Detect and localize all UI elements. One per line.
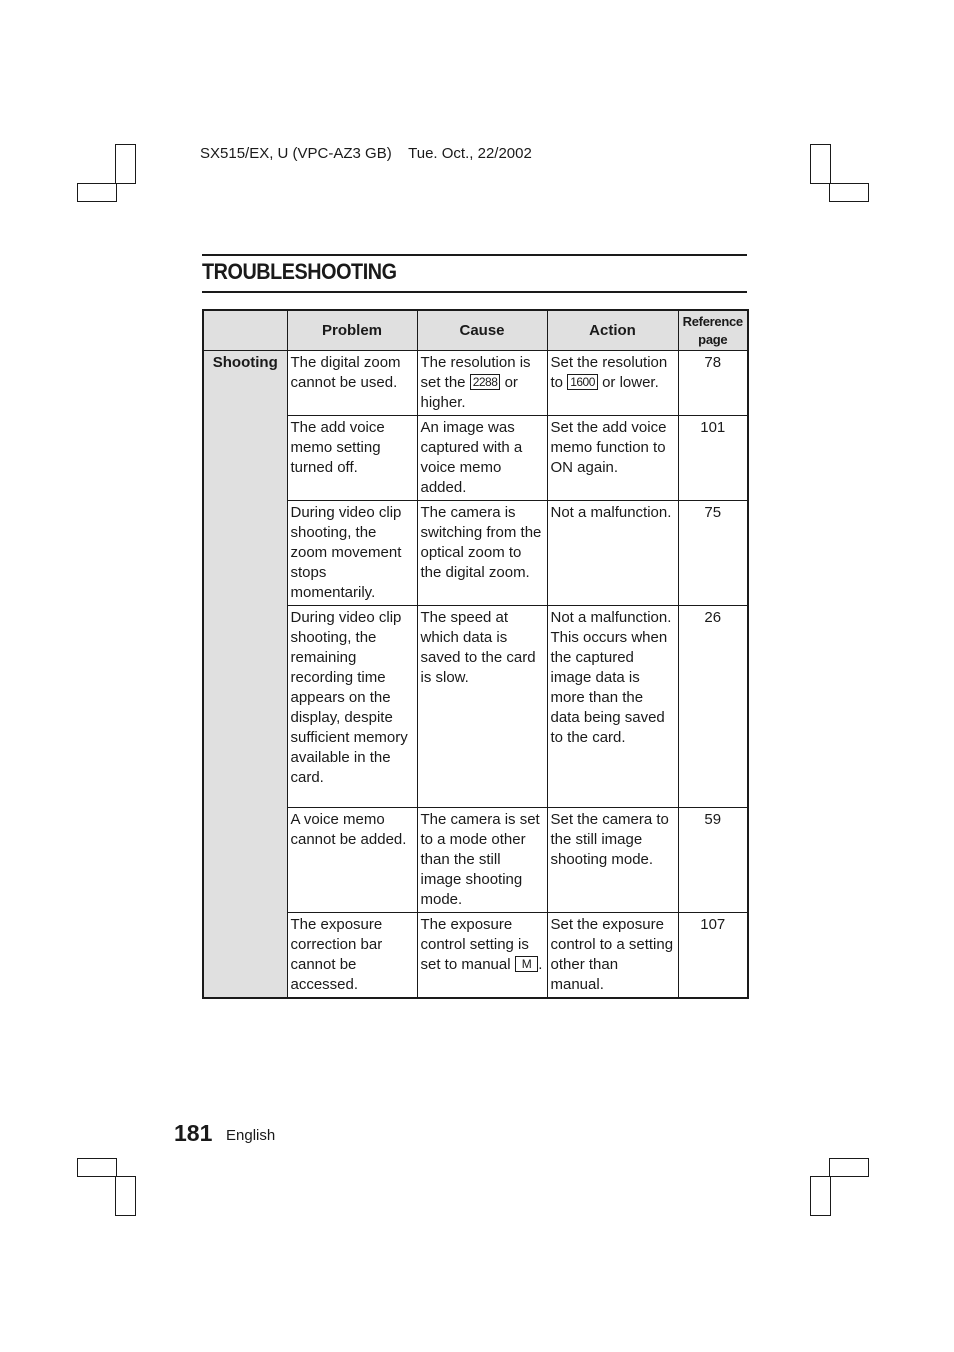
footer-language: English <box>226 1127 276 1144</box>
resolution-2288-icon: 2288 <box>470 374 501 390</box>
page-title: TROUBLESHOOTING <box>202 259 397 284</box>
reference-page-cell: 78 <box>678 351 748 416</box>
resolution-1600-icon: 1600 <box>567 374 598 390</box>
cause-text: or higher. <box>420 374 518 411</box>
cause-cell <box>417 913 547 999</box>
action-cell: Not a malfunction. This occurs when the captured image data is more than the data being saved to the card. <box>547 606 678 808</box>
title-rule-top <box>202 254 747 256</box>
problem-cell: The add voice memo setting turned off. <box>287 416 417 501</box>
header-category <box>203 310 287 351</box>
troubleshooting-table <box>202 309 749 999</box>
header-model: SX515/EX, U (VPC-AZ3 GB) <box>200 145 392 162</box>
crop-mark-bottom-right-horizontal <box>829 1158 869 1177</box>
crop-mark-bottom-left-vertical <box>115 1176 136 1216</box>
header-reference-page <box>678 310 748 351</box>
cause-text: The exposure control setting is set to manual <box>420 916 529 973</box>
cause-cell: An image was captured with a voice memo added. <box>417 416 547 501</box>
title-rule-bottom <box>202 291 747 293</box>
cause-text: The resolution is set the <box>420 354 531 391</box>
header-problem: Problem <box>287 310 417 351</box>
reference-page-cell: 26 <box>678 606 748 808</box>
table-row <box>203 351 748 416</box>
reference-page-cell: 107 <box>678 913 748 999</box>
action-text: or lower. <box>602 374 659 391</box>
category-cell: Shooting <box>203 351 287 999</box>
header-action: Action <box>547 310 678 351</box>
crop-mark-top-left-vertical <box>115 144 136 184</box>
cause-text: . <box>538 956 543 973</box>
problem-cell: During video clip shooting, the zoom movement stops momentarily. <box>287 501 417 606</box>
action-cell: Not a malfunction. <box>547 501 678 606</box>
crop-mark-bottom-left-horizontal <box>77 1158 117 1177</box>
crop-mark-top-left-horizontal <box>77 183 117 202</box>
cause-cell: The camera is switching from the optical zoom to the digital zoom. <box>417 501 547 606</box>
action-cell: Set the exposure control to a setting other than manual. <box>547 913 678 999</box>
action-cell: Set the camera to the still image shooting mode. <box>547 808 678 913</box>
print-header <box>200 145 532 162</box>
crop-mark-top-right-horizontal <box>829 183 869 202</box>
cause-cell <box>417 351 547 416</box>
action-cell <box>547 351 678 416</box>
reference-page-cell: 101 <box>678 416 748 501</box>
problem-cell: During video clip shooting, the remaining recording time appears on the display, despite sufficient memory available in the card. <box>287 606 417 808</box>
problem-cell: The digital zoom cannot be used. <box>287 351 417 416</box>
cause-cell: The camera is set to a mode other than the still image shooting mode. <box>417 808 547 913</box>
header-cause: Cause <box>417 310 547 351</box>
reference-page-cell: 75 <box>678 501 748 606</box>
cause-cell: The speed at which data is saved to the card is slow. <box>417 606 547 808</box>
page-number: 181 <box>174 1120 213 1146</box>
problem-cell: The exposure correction bar cannot be accessed. <box>287 913 417 999</box>
manual-exposure-m-icon: M <box>515 956 539 972</box>
reference-page-cell: 59 <box>678 808 748 913</box>
problem-cell: A voice memo cannot be added. <box>287 808 417 913</box>
action-cell: Set the add voice memo function to ON again. <box>547 416 678 501</box>
crop-mark-top-right-vertical <box>810 144 831 184</box>
header-reference-line2: page <box>698 331 728 347</box>
crop-mark-bottom-right-vertical <box>810 1176 831 1216</box>
header-reference-line1: Reference <box>682 313 743 329</box>
action-text: Set the resolution to <box>550 354 668 391</box>
header-date: Tue. Oct., 22/2002 <box>408 145 532 162</box>
table-header-row <box>203 310 748 351</box>
